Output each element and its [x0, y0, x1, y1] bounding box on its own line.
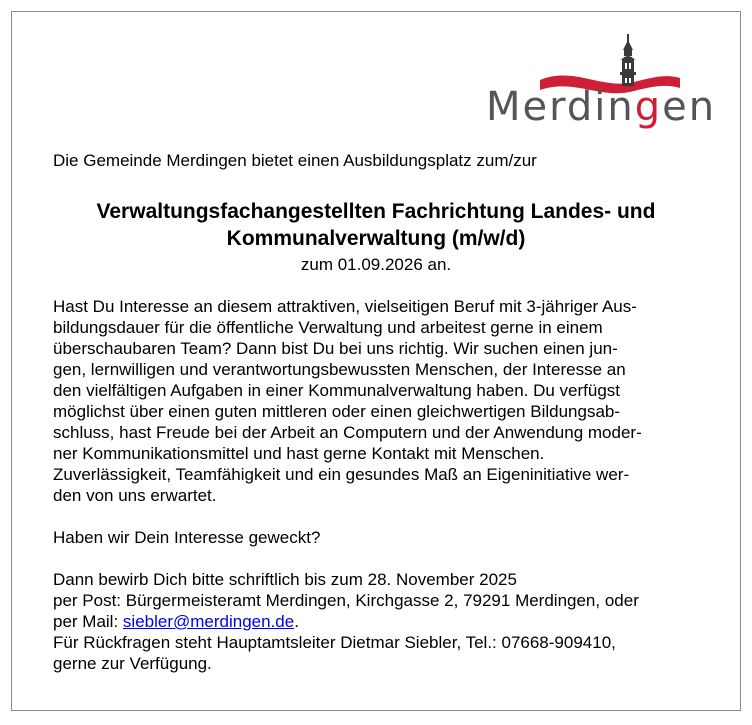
description-line: Hast Du Interesse an diesem attraktiven, vielseitigen Beruf mit 3-jähriger Aus- — [53, 297, 637, 316]
logo-wordmark: Merdingen — [486, 84, 717, 130]
description-line: bildungsdauer für die öffentliche Verwaltung und arbeitest gerne in einem — [53, 318, 603, 337]
job-title-line-1: Verwaltungsfachangestellten Fachrichtung Landes- und — [96, 200, 656, 223]
apply-line-2: per Post: Bürgermeisteramt Merdingen, Kirchgasse 2, 79291 Merdingen, oder — [53, 591, 639, 610]
start-date: zum 01.09.2026 an. — [300, 255, 452, 274]
apply-line-1: Dann bewirb Dich bitte schriftlich bis zum 28. November 2025 — [53, 570, 517, 589]
description-line: Zuverlässigkeit, Teamfähigkeit und ein gesundes Maß an Eigeninitiative wer- — [53, 465, 630, 484]
email-link[interactable]: siebler@merdingen.de — [122, 612, 295, 631]
description-line: möglichst über einen guten mittleren oder einen gleichwertigen Bildungsab- — [53, 402, 621, 421]
description-line: ner Kommunikationsmittel und hast gerne Kontakt mit Menschen. — [53, 444, 545, 463]
description-line: den vielfältigen Aufgaben in einer Kommunalverwaltung haben. Du verfügst — [53, 381, 621, 400]
mail-prefix: per Mail: — [53, 612, 123, 631]
merdingen-logo — [484, 28, 717, 130]
mail-suffix: . — [294, 612, 299, 631]
description-line: überschaubaren Team? Dann bist Du bei uns richtig. Wir suchen einen jun- — [53, 339, 618, 358]
apply-line-5: gerne zur Verfügung. — [53, 654, 212, 673]
question-text: Haben wir Dein Interesse geweckt? — [53, 528, 321, 547]
description-line: schluss, hast Freude bei der Arbeit an Computern und der Anwendung moder- — [53, 423, 642, 442]
intro-text: Die Gemeinde Merdingen bietet einen Ausbildungsplatz zum/zur — [53, 151, 537, 170]
apply-line-mail — [53, 611, 299, 632]
description-line: den von uns erwartet. — [53, 486, 217, 505]
description-line: gen, lernwilligen und verantwortungsbewussten Menschen, der Interesse an — [53, 360, 626, 379]
job-title-line-2: Kommunalverwaltung (m/w/d) — [226, 227, 526, 250]
apply-line-4: Für Rückfragen steht Hauptamtsleiter Dietmar Siebler, Tel.: 07668-909410, — [53, 633, 616, 652]
